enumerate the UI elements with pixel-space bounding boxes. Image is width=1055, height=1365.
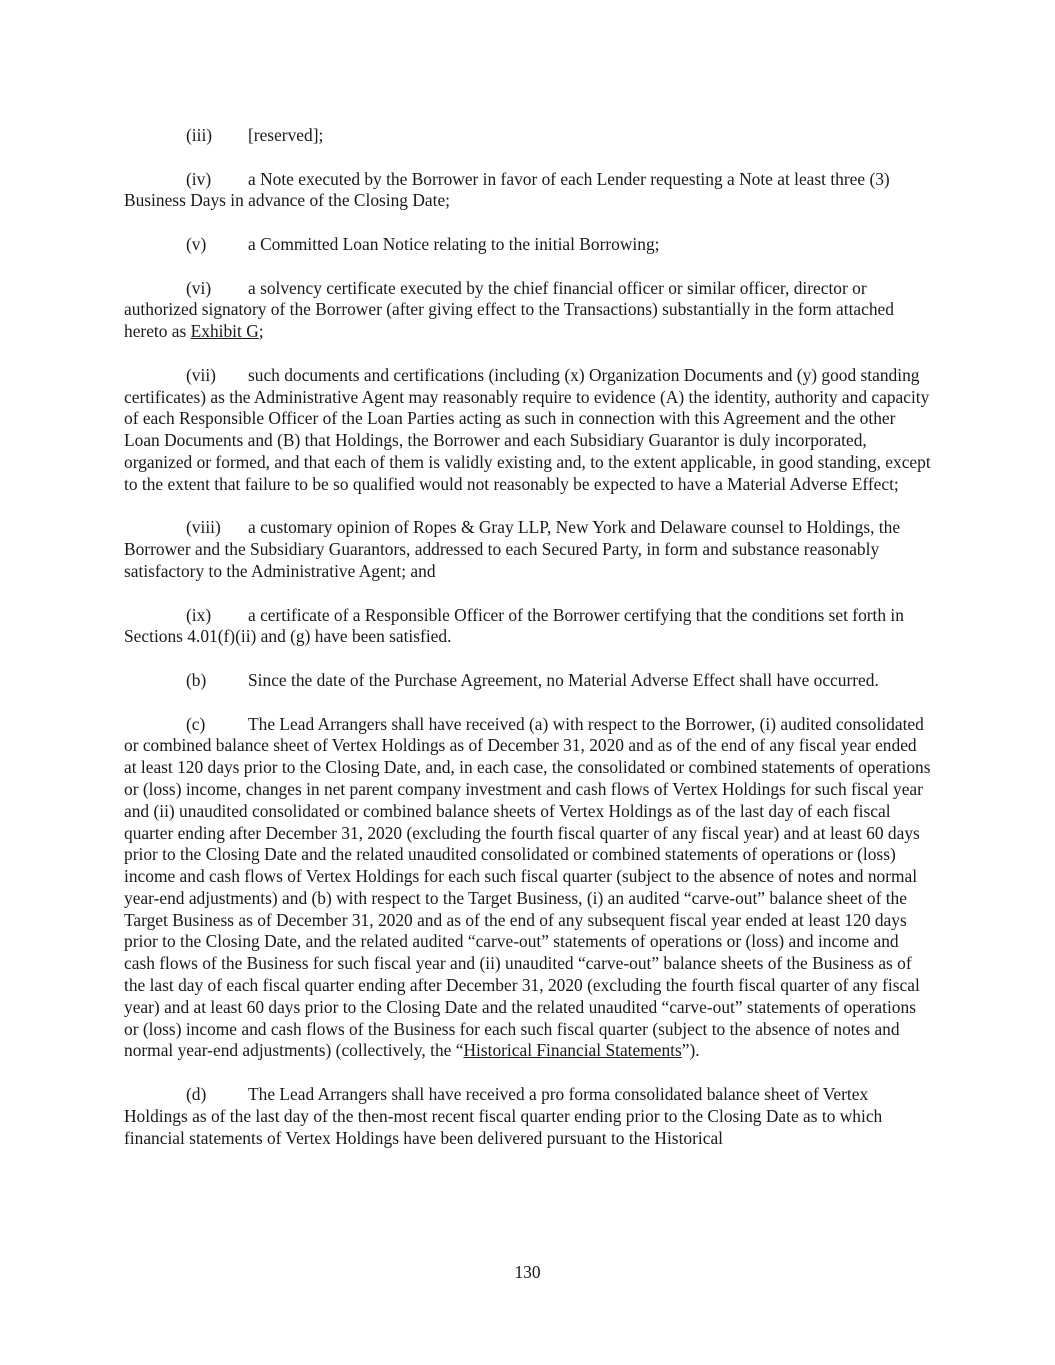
paragraph-text: The Lead Arrangers shall have received (a) with respect to the Borrower, (i) audited consolidated or combined balance sheet of Vertex Holdings as of December 31, 2020 and as of the end of any fiscal year ended at least 120 days prior to the Closing Date, and, in each case, the consolidated or combined statements of operations or (loss) income, changes in net parent company investment and cash flows of Vertex Holdings for such fiscal year and (ii) unaudited consolidated or combined balance sheets of Vertex Holdings as of the last day of each fiscal quarter ending after December 31, 2020 (excluding the fourth fiscal quarter of any fiscal year) and at least 60 days prior to the Closing Date and the related unaudited consolidated or combined statements of operations or (loss) income and cash flows of Vertex Holdings for each such fiscal quarter (subject to the absence of notes and normal year-end adjustments) and (b) with respect to the Target Business, (i) an audited “carve-out” balance sheet of the Target Business as of December 31, 2020 and as of the end of any subsequent fiscal year ended at least 120 days prior to the Closing Date, and the related audited “carve-out” statements of operations or (loss) and income and cash flows of the Business for such fiscal year and (ii) unaudited “carve-out” balance sheets of the Business as of the last day of each fiscal quarter ending after December 31, 2020 (excluding the fourth fiscal quarter of any fiscal year) and at least 60 days prior to the Closing Date and the related unaudited “carve-out” statements of operations or (loss) income and cash flows of the Business for each such fiscal quarter (subject to the absence of notes and normal year-end adjustments) (collectively, the “ <box>124 713 931 1061</box>
paragraph-text: a certificate of a Responsible Officer of the Borrower certifying that the conditions set forth in Sections 4.01(f)(ii) and (g) have been satisfied. <box>124 604 904 647</box>
paragraph-b <box>124 670 932 692</box>
paragraph-viii <box>124 517 932 582</box>
paragraph-text: such documents and certifications (including (x) Organization Documents and (y) good standing certificates) as the Administrative Agent may reasonably require to evidence (A) the identity, authority and capacity of each Responsible Officer of the Loan Parties acting as such in connection with this Agreement and the other Loan Documents and (B) that Holdings, the Borrower and each Subsidiary Guarantor is duly incorporated, organized or formed, and that each of them is validly existing and, to the extent applicable, in good standing, except to the extent that failure to be so qualified would not reasonably be expected to have a Material Adverse Effect; <box>124 364 931 494</box>
paragraph-label: (vi) <box>186 277 212 298</box>
paragraph-text: The Lead Arrangers shall have received a pro forma consolidated balance sheet of Vertex Holdings as of the last day of the then-most recent fiscal quarter ending prior to the Closing Date as to which financial statements of Vertex Holdings have been delivered pursuant to the Historical <box>124 1084 883 1148</box>
page-number: 130 <box>514 1262 541 1282</box>
paragraph-label: (d) <box>186 1084 207 1105</box>
paragraph-text: Since the date of the Purchase Agreement, no Material Adverse Effect shall have occurred. <box>248 669 879 690</box>
paragraph-text: [reserved]; <box>248 125 324 145</box>
paragraph-label: (iii) <box>186 125 213 145</box>
paragraph-label: (viii) <box>186 517 221 538</box>
paragraph-iv <box>124 169 932 213</box>
paragraph-v <box>124 234 932 256</box>
paragraph-text-end: ; <box>258 321 264 342</box>
exhibit-g-reference: Exhibit G <box>190 321 259 342</box>
paragraph-label: (c) <box>186 713 206 734</box>
paragraph-d <box>124 1084 932 1149</box>
paragraph-label: (iv) <box>186 168 212 189</box>
paragraph-vi <box>124 278 932 343</box>
paragraph-ix <box>124 605 932 649</box>
paragraph-vii <box>124 365 932 496</box>
paragraph-iii <box>124 125 932 147</box>
document-page <box>124 125 932 1171</box>
paragraph-text: a Note executed by the Borrower in favor of each Lender requesting a Note at least three (3) Business Days in advance of the Closing Date; <box>124 168 890 211</box>
paragraph-label: (v) <box>186 233 207 254</box>
paragraph-label: (ix) <box>186 604 212 625</box>
paragraph-label: (b) <box>186 669 207 690</box>
paragraph-text: a solvency certificate executed by the chief financial officer or similar officer, director or authorized signatory of the Borrower (after giving effect to the Transactions) substantially in the form attached hereto as <box>124 277 894 342</box>
paragraph-c <box>124 714 932 1063</box>
historical-financial-statements-term: Historical Financial Statements <box>463 1040 682 1061</box>
paragraph-text: a Committed Loan Notice relating to the initial Borrowing; <box>248 233 660 254</box>
paragraph-text: a customary opinion of Ropes & Gray LLP, New York and Delaware counsel to Holdings, the Borrower and the Subsidiary Guarantors, addressed to each Secured Party, in form and substance reasonably satisfactory to the Administrative Agent; and <box>124 517 901 581</box>
paragraph-label: (vii) <box>186 364 216 385</box>
paragraph-text-end: ”). <box>681 1040 700 1061</box>
